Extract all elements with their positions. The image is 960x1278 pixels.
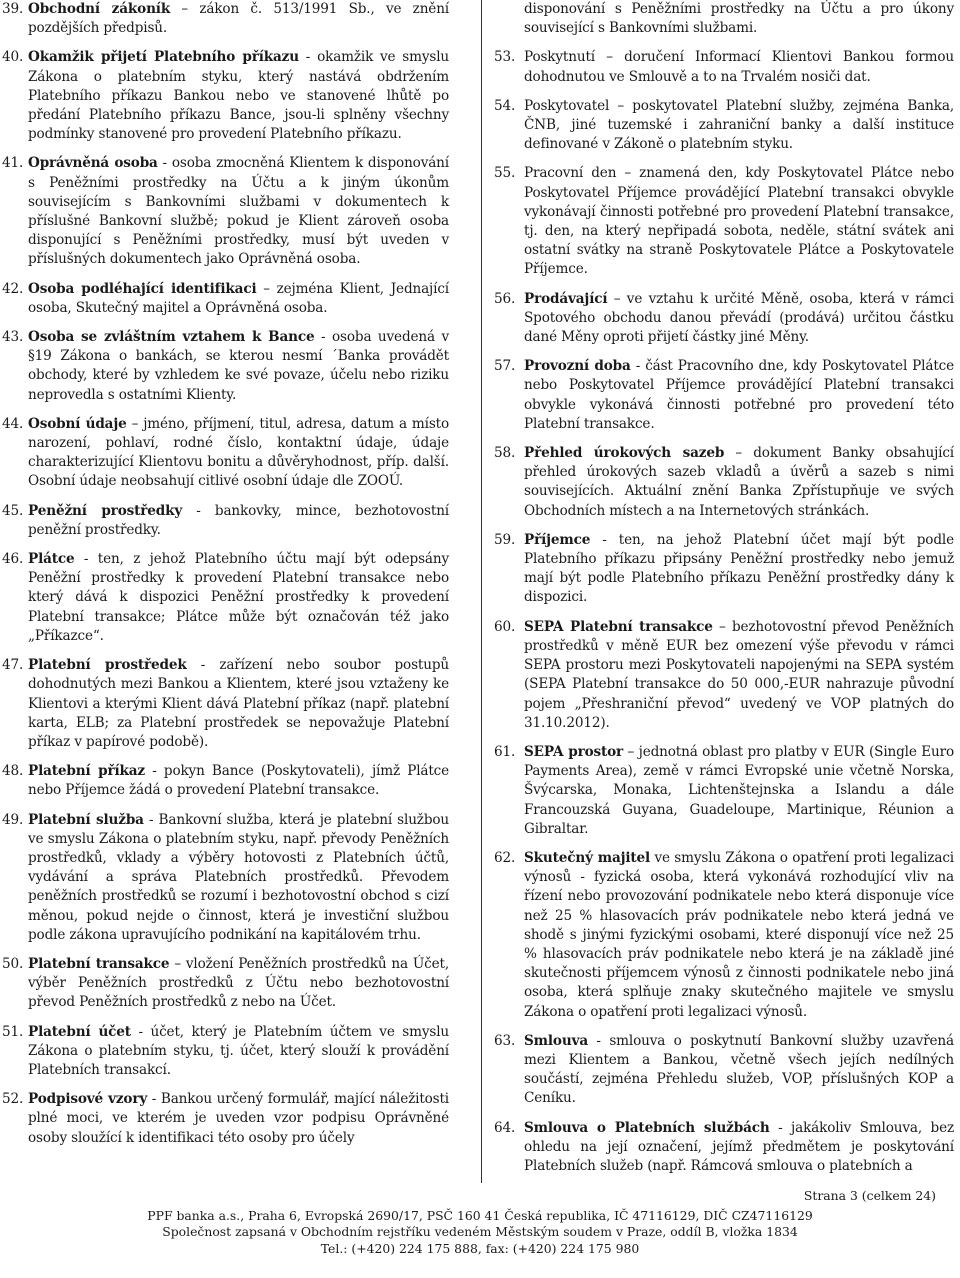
defined-term: Platební transakce	[28, 955, 170, 972]
item-number: 52.	[2, 1091, 24, 1108]
definition-body: – zejména Klient, Jednající osoba, Skutečný majitel a Oprávněná osoba.	[28, 280, 449, 316]
item-number: 64.	[494, 1119, 516, 1136]
definition-body: – zákon č. 513/1991 Sb., ve znění pozdějších předpisů.	[28, 1, 449, 37]
definition-text	[524, 1119, 954, 1177]
continued-paragraph: disponování s Peněžními prostředky na Účtu a pro úkony související s Bankovními službami.	[524, 1, 954, 37]
definition-text	[524, 618, 954, 733]
item-number: 49.	[2, 811, 24, 828]
defined-term: Skutečný majitel	[524, 849, 651, 866]
defined-term: Obchodní zákoník	[28, 1, 171, 17]
definition-item	[2, 154, 449, 269]
definition-item	[494, 48, 954, 86]
definition-text	[28, 762, 449, 800]
definition-text	[28, 0, 449, 38]
definition-text	[524, 357, 954, 434]
definition-item	[494, 357, 954, 434]
definition-item	[2, 550, 449, 646]
definition-body: - okamžik ve smyslu Zákona o platebním styku, který nastává obdržením Platebního příkazu Bankou nebo ve stanovené lhůtě po předání Platebního příkazu Bance, jsou-li splněny všechny podmínky stanovené pro provedení Platebního příkazu.	[28, 49, 450, 143]
definition-text	[28, 1023, 449, 1081]
definition-item	[2, 280, 449, 318]
definition-text	[524, 444, 954, 521]
definition-text	[28, 280, 449, 318]
definition-item	[2, 48, 449, 144]
definition-text	[524, 1032, 954, 1109]
item-number: 48.	[2, 763, 24, 780]
item-number: 40.	[2, 49, 24, 66]
defined-term: Přehled úrokových sazeb	[524, 445, 725, 462]
item-number: 53.	[494, 49, 516, 66]
definition-text	[28, 550, 449, 646]
definition-body: - smlouva o poskytnutí Bankovní služby uzavřená mezi Klientem a Bankou, včetně všech jejích nedílných součástí, zejména Přehledu služeb, VOP, příslušných KOP a Ceníku.	[524, 1032, 954, 1107]
defined-term: Platební účet	[28, 1023, 131, 1040]
defined-term: SEPA Platební transakce	[524, 618, 713, 635]
definition-text	[524, 531, 954, 608]
item-number: 59.	[494, 531, 516, 548]
definition-body: – dokument Banky obsahující přehled úrokových sazeb vkladů a úvěrů a sazeb s nimi souvisejících. Aktuální znění Banka Zpřístupňuje ve svých Obchodních místech a na Internetových stránkách.	[524, 445, 954, 519]
item-number: 57.	[494, 358, 516, 375]
defined-term: SEPA prostor	[524, 743, 624, 760]
definition-body: - Bankovní služba, která je platební službou ve smyslu Zákona o platebním styku, např. převody Peněžních prostředků, vklady a výběry hotovosti z Platebních účtů, vydávání a správa Platebních prostředků. Převodem peněžních prostředků se rozumí i bezhotovostní obchod s cizí měnou, pokud nejde o činnost, která je investiční službou podle zákona upravujícího podnikání na kapitálovém trhu.	[28, 811, 450, 943]
definition-text	[524, 743, 954, 839]
footer-registry-line: Společnost zapsaná v Obchodním rejstříku vedeném Městským soudem v Praze, oddíl B, vložka 1834	[162, 1224, 798, 1240]
footer-contact-line: Tel.: (+420) 224 175 888, fax: (+420) 224 175 980	[320, 1240, 640, 1256]
defined-term: Smlouva o Platebních službách	[524, 1119, 770, 1136]
definition-text	[28, 502, 449, 540]
defined-term: Platební služba	[28, 811, 144, 828]
defined-term: Oprávněná osoba	[28, 155, 158, 172]
item-number: 50.	[2, 955, 24, 972]
item-number: 62.	[494, 849, 516, 866]
definition-body: - ten, z jehož Platebního účtu mají být odepsány Peněžní prostředky k provedení Platební transakce nebo který dává k dispozici Peněžní prostředky k provedení Platební transakce; Plátce může být označován též jako „Příkazce“.	[28, 551, 449, 644]
definition-item	[494, 290, 954, 348]
defined-term: Platební prostředek	[28, 657, 187, 674]
definition-text	[28, 48, 449, 144]
definition-item	[2, 656, 449, 752]
definition-item	[494, 164, 954, 279]
definition-body: Poskytnutí – doručení Informací Klientovi Bankou formou dohodnutou ve Smlouvě a to na Trvalém nosiči dat.	[524, 49, 954, 85]
item-number: 45.	[2, 502, 24, 519]
definition-item	[2, 0, 449, 38]
definition-text	[28, 154, 449, 269]
defined-term: Okamžik přijetí Platebního příkazu	[28, 49, 299, 66]
defined-term: Provozní doba	[524, 358, 631, 375]
definition-body: - osoba uvedená v §19 Zákona o bankách, se kterou nesmí ´Banka provádět obchody, které by vzhledem ke své povaze, účelu nebo riziku neprovedla s ostatními Klienty.	[28, 329, 450, 403]
right-column	[494, 0, 954, 1186]
definition-text	[28, 811, 449, 945]
definition-text	[28, 328, 449, 405]
definition-item	[2, 955, 449, 1013]
definition-body: – jméno, příjmení, titul, adresa, datum a místo narození, pohlaví, rodné číslo, kontaktní údaje, údaje charakterizující Klientovu bonitu a důvěryhodnost, příp. další. Osobní údaje neobsahují citlivé osobní údaje dle ZOOÚ.	[28, 415, 449, 490]
column-divider	[481, 0, 482, 1183]
defined-term: Plátce	[28, 551, 75, 568]
definition-text	[524, 97, 954, 155]
definition-text	[524, 48, 954, 86]
footer-company-line: PPF banka a.s., Praha 6, Evropská 2690/17, PSČ 160 41 Česká republika, IČ 47116129, DIČ CZ47116129	[147, 1208, 813, 1223]
definition-text	[28, 1090, 449, 1148]
defined-term: Podpisové vzory	[28, 1091, 148, 1108]
definition-body: - část Pracovního dne, kdy Poskytovatel Plátce nebo Poskytovatel Příjemce provádějící Platební transakci obvykle vykonává činnosti potřebné pro provedení této Platební transakce.	[524, 358, 954, 432]
page-footer	[0, 1208, 960, 1257]
item-number: 56.	[494, 290, 516, 307]
defined-term: Osoba se zvláštním vztahem k Bance	[28, 329, 315, 346]
definition-body: - ten, na jehož Platební účet mají být podle Platebního příkazu připsány Peněžní prostředky nebo jemuž mají být podle Platebního příkazu Peněžní prostředky dány k dispozici.	[524, 531, 954, 606]
item-number: 44.	[2, 415, 24, 432]
item-number: 46.	[2, 551, 24, 568]
definition-item	[494, 849, 954, 1022]
definition-item	[494, 1032, 954, 1109]
definition-body: Poskytovatel – poskytovatel Platební služby, zejména Banka, ČNB, jiné tuzemské i zahraniční banky a další instituce definované v Zákoně o platebním styku.	[524, 97, 954, 153]
item-number: 39.	[2, 1, 24, 17]
left-column	[2, 0, 449, 1158]
definition-body: – vložení Peněžních prostředků na Účet, výběr Peněžních prostředků z Účtu nebo bezhotovostní převod Peněžních prostředků z nebo na Účet.	[28, 955, 449, 1011]
item-number: 51.	[2, 1023, 24, 1040]
item-number: 41.	[2, 155, 24, 172]
item-number: 58.	[494, 445, 516, 462]
item-number: 61.	[494, 743, 516, 760]
definition-item	[2, 1090, 449, 1148]
item-number: 43.	[2, 329, 24, 346]
defined-term: Smlouva	[524, 1032, 588, 1049]
definition-text	[524, 164, 954, 279]
definition-body: - Bankou určený formulář, mající náležitosti plné moci, ve kterém je uveden vzor podpisu Oprávněné osoby sloužící k identifikaci této osoby pro účely	[28, 1091, 450, 1146]
defined-term: Osoba podléhající identifikaci	[28, 280, 257, 297]
definition-item	[2, 415, 449, 492]
definition-text	[28, 656, 449, 752]
defined-term: Osobní údaje	[28, 415, 127, 432]
definition-body: Pracovní den – znamená den, kdy Poskytovatel Plátce nebo Poskytovatel Příjemce provádějící Platební transakci obvykle vykonávají činnosti potřebné pro provedení Platební transakce, tj. den, na který nepřipadá sobota, neděle, státní svátek ani ostatní svátky na straně Poskytovatele Plátce a Poskytovatele Příjemce.	[524, 165, 954, 278]
page-number: Strana 3 (celkem 24)	[803, 1188, 936, 1203]
item-number: 60.	[494, 618, 516, 635]
definition-body: - jakákoliv Smlouva, bez ohledu na její označení, jejímž předmětem je poskytování Platebních služeb (např. Rámcová smlouva o platebních a	[524, 1119, 954, 1174]
definition-text	[28, 415, 449, 492]
definition-body: – bezhotovostní převod Peněžních prostředků v měně EUR bez omezení výše převodu v rámci SEPA prostoru mezi Poskytovateli napojenými na SEPA systém (SEPA Platební transakce do 50 000,-EUR nahrazuje původní pojem „Přeshraniční převod“ uvedený ve VOP platných do 31.10.2012).	[524, 618, 955, 731]
item-number: 54.	[494, 97, 516, 114]
item-number: 63.	[494, 1032, 516, 1049]
definition-item	[2, 762, 449, 800]
definition-item	[2, 1023, 449, 1081]
definition-body: – ve vztahu k určité Měně, osoba, která v rámci Spotového obchodu danou převádí (prodává) určitou částku dané Měny oproti přijetí částky jiné Měny.	[524, 290, 954, 346]
defined-term: Prodávající	[524, 290, 608, 307]
definition-item	[494, 743, 954, 839]
definition-item	[494, 444, 954, 521]
item-number: 42.	[2, 280, 24, 297]
definition-item	[494, 1119, 954, 1177]
definition-text	[524, 290, 954, 348]
definition-item	[494, 97, 954, 155]
item-number: 47.	[2, 657, 24, 674]
definition-item	[494, 531, 954, 608]
definition-body: – jednotná oblast pro platby v EUR (Single Euro Payments Area), země v rámci Evropské unie včetně Norska, Švýcarska, Monaka, Lichtenštejnska a Islandu a dále Francouzská Guyana, Guadeloupe, Martinique, Réunion a Gibraltar.	[524, 743, 954, 837]
defined-term: Platební příkaz	[28, 763, 145, 780]
definition-item	[2, 502, 449, 540]
definition-body: - zařízení nebo soubor postupů dohodnutých mezi Bankou a Klientem, které jsou vztaženy ke Klientovi a kterými Klient dává Platební příkaz (např. platební karta, ELB; za Platební prostředek se nepovažuje Platební příkaz v papírové podobě).	[28, 657, 449, 750]
defined-term: Příjemce	[524, 531, 591, 548]
defined-term: Peněžní prostředky	[28, 502, 183, 519]
definition-body: - pokyn Bance (Poskytovateli), jímž Plátce nebo Příjemce žádá o provedení Platební transakce.	[28, 763, 450, 799]
definition-item	[494, 618, 954, 733]
definition-item	[2, 328, 449, 405]
definition-text	[524, 849, 954, 1022]
definition-text	[28, 955, 449, 1013]
item-number: 55.	[494, 165, 516, 182]
definition-item	[2, 811, 449, 945]
definition-body: - osoba zmocněná Klientem k disponování s Peněžními prostředky na Účtu a k jiným úkonům souvisejícím s Bankovními službami v dokumentech k příslušné Bankovní službě; pokud je Klient zároveň osoba disponující s Peněžními prostředky, musí být uveden v příslušných dokumentech jako Oprávněná osoba.	[28, 155, 449, 268]
definition-body: - bankovky, mince, bezhotovostní peněžní prostředky.	[28, 502, 449, 538]
definition-body: - účet, který je Platebním účtem ve smyslu Zákona o platebním styku, tj. účet, který slouží k provádění Platebních transakcí.	[28, 1023, 449, 1078]
definition-body: ve smyslu Zákona o opatření proti legalizaci výnosů - fyzická osoba, která vykonává rozhodující vliv na řízení nebo provozování podnikatele nebo která disponuje více než 25 % hlasovacích práv podnikatele nebo která jedná ve shodě s jinými fyzickými osobami, které disponují více než 25 % hlasovacích práv podnikatele nebo která je na základě jiné skutečnosti příjemcem výnosů z činnosti podnikatele nebo jiná osoba, která splňuje znaky skutečného majitele ve smyslu Zákona o opatření proti legalizaci výnosů.	[524, 849, 954, 1020]
